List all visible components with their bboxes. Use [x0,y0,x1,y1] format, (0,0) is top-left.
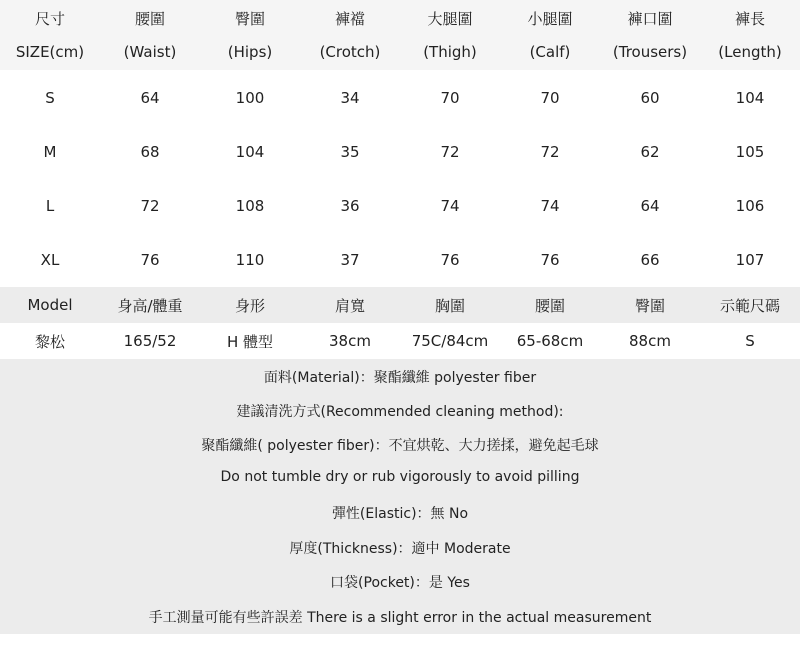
header-zh-trousers: 褲口圍 [627,9,673,28]
cleaning-method-heading: 建議清洗方式(Recommended cleaning method): [236,404,564,420]
model-header-cell: 胸圍 [434,296,465,315]
model-header-cell: 身形 [234,296,265,315]
header-zh-size: 尺寸 [34,9,65,28]
header-zh-length: 褲長 [734,9,765,28]
model-header-cell: 示範尺碼 [719,296,780,315]
size-cell: 64 [640,197,660,215]
size-cell: 72 [440,143,460,161]
model-cell: 75C/84cm [411,332,489,350]
model-cell: 165/52 [123,332,177,350]
size-cell: 110 [235,251,265,269]
header-en-thigh: (Thigh) [423,43,477,61]
size-cell: 60 [640,89,660,107]
model-header-cell: 肩寬 [334,296,365,315]
size-cell: 72 [540,143,560,161]
size-cell: 35 [340,143,360,161]
model-data-row [0,327,800,355]
size-cell: 76 [140,251,160,269]
size-cell: 36 [340,197,360,215]
size-cell: 108 [235,197,265,215]
size-cell: 70 [540,89,560,107]
measurement-error-note: 手工測量可能有些許誤差 There is a slight error in the actual measurement [148,610,652,626]
pocket-note: 口袋(Pocket)：是 Yes [330,575,470,591]
cleaning-note-en: Do not tumble dry or rub vigorously to avoid pilling [220,469,580,485]
header-en-size: SIZE(cm) [15,43,85,61]
header-en-crotch: (Crotch) [319,43,381,61]
model-header-cell: Model [27,296,73,314]
header-en-hips: (Hips) [227,43,273,61]
size-cell: 74 [540,197,560,215]
size-cell: 62 [640,143,660,161]
size-cell: 105 [735,143,765,161]
header-zh-thigh: 大腿圍 [427,9,473,28]
cleaning-note-zh: 聚酯纖維( polyester fiber)：不宜烘乾、大力搓揉，避免起毛球 [201,438,599,454]
size-cell: 100 [235,89,265,107]
thickness-note: 厚度(Thickness)：適中 Moderate [289,541,511,557]
size-header-zh-row [0,4,800,32]
header-en-calf: (Calf) [529,43,571,61]
size-cell: 64 [140,89,160,107]
size-cell: 76 [440,251,460,269]
size-cell: 104 [735,89,765,107]
elastic-note: 彈性(Elastic)：無 No [331,506,469,522]
model-cell: 黎松 [34,332,65,351]
size-cell: 72 [140,197,160,215]
size-header-en-row [0,38,800,66]
header-zh-waist: 腰圍 [134,9,165,28]
size-row-xl [0,246,800,274]
header-en-trousers: (Trousers) [612,43,688,61]
size-row-m [0,138,800,166]
model-header-row [0,291,800,319]
size-row-s [0,84,800,112]
material-note: 面料(Material)：聚酯纖維 polyester fiber [263,370,537,386]
model-header-cell: 身高/體重 [117,296,183,315]
size-row-l [0,192,800,220]
model-header-cell: 臀圍 [634,296,665,315]
header-zh-crotch: 褲襠 [334,9,365,28]
model-cell: S [745,332,755,350]
size-cell: 68 [140,143,160,161]
size-cell: 74 [440,197,460,215]
size-cell: 76 [540,251,560,269]
size-cell: 70 [440,89,460,107]
header-zh-hips: 臀圍 [234,9,265,28]
model-cell: H 體型 [226,332,274,351]
header-en-length: (Length) [718,43,782,61]
size-cell: L [45,197,55,215]
size-cell: 107 [735,251,765,269]
model-cell: 88cm [629,332,671,350]
model-header-cell: 腰圍 [534,296,565,315]
size-cell: 66 [640,251,660,269]
size-cell: 104 [235,143,265,161]
size-cell: 34 [340,89,360,107]
size-cell: 37 [340,251,360,269]
header-zh-calf: 小腿圍 [527,9,573,28]
model-cell: 38cm [329,332,371,350]
size-cell: XL [40,251,60,269]
size-cell: S [45,89,55,107]
model-cell: 65-68cm [516,332,584,350]
size-cell: M [43,143,57,161]
size-cell: 106 [735,197,765,215]
header-en-waist: (Waist) [123,43,177,61]
